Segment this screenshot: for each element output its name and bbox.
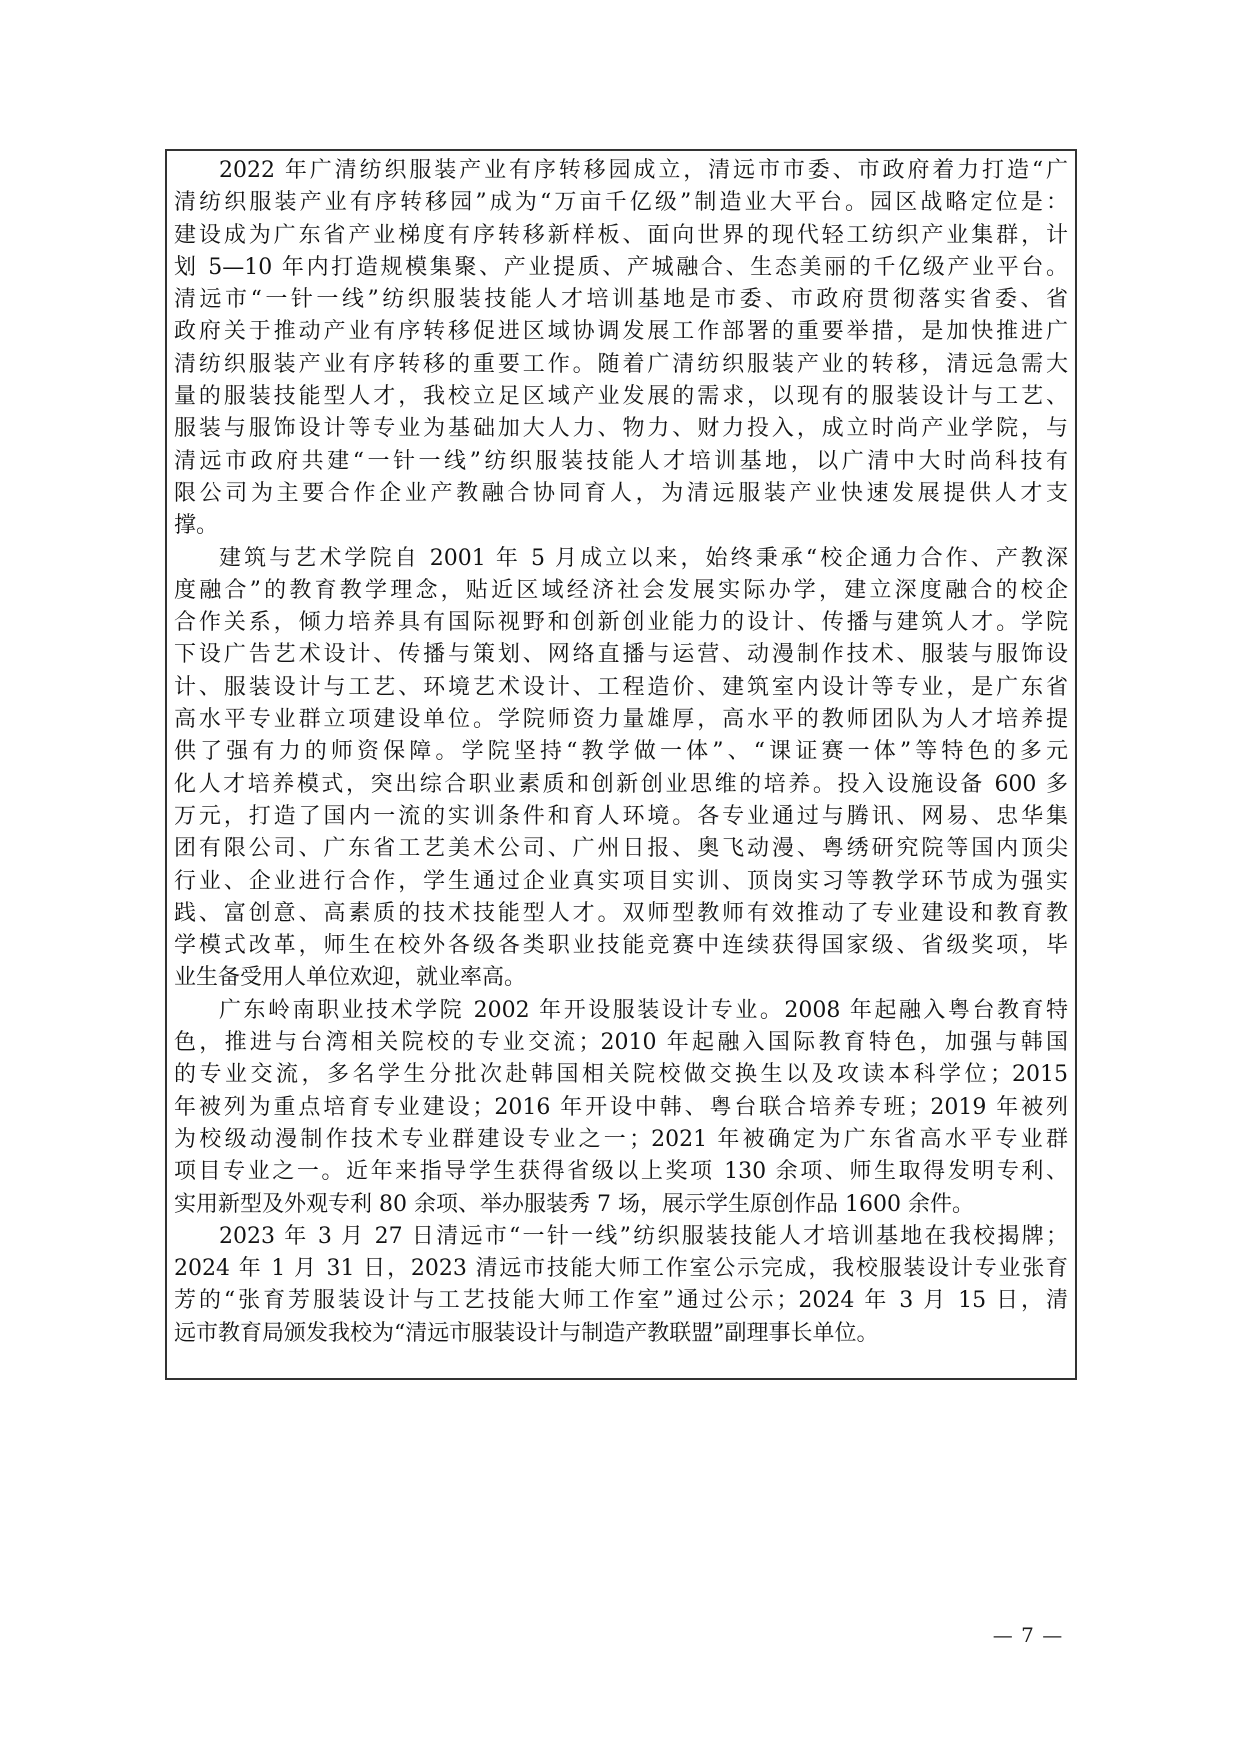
- text-line: 远市教育局颁发我校为“清远市服装设计与制造产教联盟”副理事长单位。: [174, 1320, 879, 1346]
- text-line: 计、服装设计与工艺、环境艺术设计、工程造价、建筑室内设计等专业，是广东省: [174, 674, 1068, 700]
- text-line: 清纺织服装产业有序转移的重要工作。随着广清纺织服装产业的转移，清远急需大: [174, 351, 1068, 377]
- text-line: 划 5—10 年内打造规模集聚、产业提质、产城融合、生态美丽的千亿级产业平台。: [174, 254, 1068, 280]
- text-line: 践、富创意、高素质的技术技能型人才。双师型教师有效推动了专业建设和教育教: [174, 900, 1068, 926]
- text-line: 的专业交流，多名学生分批次赴韩国相关院校做交换生以及攻读本科学位；2015: [174, 1062, 1068, 1088]
- text-line: 年被列为重点培育专业建设；2016 年开设中韩、粤台联合培养专班；2019 年被列: [174, 1094, 1068, 1120]
- text-line: 色，推进与台湾相关院校的专业交流；2010 年起融入国际教育特色，加强与韩国: [174, 1030, 1068, 1056]
- paragraph: [174, 543, 1068, 995]
- text-line: 合作关系，倾力培养具有国际视野和创新创业能力的设计、传播与建筑人才。学院: [174, 610, 1068, 636]
- paragraph: [174, 1221, 1068, 1350]
- text-line: 广东岭南职业技术学院 2002 年开设服装设计专业。2008 年起融入粤台教育特: [219, 997, 1068, 1023]
- text-line: 行业、企业进行合作，学生通过企业真实项目实训、顶岗实习等教学环节成为强实: [174, 868, 1068, 894]
- text-line: 撑。: [174, 513, 219, 539]
- text-line: 建设成为广东省产业梯度有序转移新样板、面向世界的现代轻工纺织产业集群，计: [174, 222, 1068, 248]
- text-line: 项目专业之一。近年来指导学生获得省级以上奖项 130 余项、师生取得发明专利、: [174, 1159, 1068, 1185]
- text-line: 2022 年广清纺织服装产业有序转移园成立，清远市市委、市政府着力打造“广: [219, 158, 1068, 183]
- text-line: 化人才培养模式，突出综合职业素质和创新创业思维的培养。投入设施设备 600 多: [174, 771, 1068, 797]
- text-line: 芳的“张育芳服装设计与工艺技能大师工作室”通过公示；2024 年 3 月 15 日，清: [174, 1288, 1068, 1314]
- text-line: 量的服装技能型人才，我校立足区域产业发展的需求，以现有的服装设计与工艺、: [174, 384, 1068, 410]
- text-line: 供了强有力的师资保障。学院坚持“教学做一体”、“课证赛一体”等特色的多元: [174, 739, 1068, 765]
- text-line: 度融合”的教育教学理念，贴近区域经济社会发展实际办学，建立深度融合的校企: [174, 577, 1068, 603]
- text-line: 业生备受用人单位欢迎，就业率高。: [174, 965, 527, 991]
- paragraph: [174, 995, 1068, 1221]
- text-line: 服装与服饰设计等专业为基础加大人力、物力、财力投入，成立时尚产业学院，与: [174, 416, 1068, 442]
- text-line: 限公司为主要合作企业产教融合协同育人，为清远服装产业快速发展提供人才支: [174, 480, 1068, 506]
- text-line: 清纺织服装产业有序转移园”成为“万亩千亿级”制造业大平台。园区战略定位是：: [174, 190, 1068, 216]
- text-line: 团有限公司、广东省工艺美术公司、广州日报、奥飞动漫、粤绣研究院等国内顶尖: [174, 836, 1068, 862]
- text-line: 高水平专业群立项建设单位。学院师资力量雄厚，高水平的教师团队为人才培养提: [174, 707, 1068, 733]
- text-line: 实用新型及外观专利 80 余项、举办服装秀 7 场，展示学生原创作品 1600 余件。: [174, 1191, 974, 1217]
- text-line: 2024 年 1 月 31 日，2023 清远市技能大师工作室公示完成，我校服装设计专业张育: [174, 1256, 1068, 1282]
- text-line: 学模式改革，师生在校外各级各类职业技能竞赛中连续获得国家级、省级奖项，毕: [174, 933, 1068, 959]
- text-line: 政府关于推动产业有序转移促进区域协调发展工作部署的重要举措，是加快推进广: [174, 319, 1068, 345]
- paragraph: [174, 155, 1068, 543]
- text-line: 2023 年 3 月 27 日清远市“一针一线”纺织服装技能人才培训基地在我校揭牌；: [219, 1223, 1068, 1249]
- text-line: 清远市政府共建“一针一线”纺织服装技能人才培训基地，以广清中大时尚科技有: [174, 448, 1068, 474]
- page-number: — 7 —: [992, 1623, 1064, 1647]
- text-line: 下设广告艺术设计、传播与策划、网络直播与运营、动漫制作技术、服装与服饰设: [174, 642, 1068, 668]
- text-line: 建筑与艺术学院自 2001 年 5 月成立以来，始终秉承“校企通力合作、产教深: [219, 545, 1068, 571]
- text-line: 清远市“一针一线”纺织服装技能人才培训基地是市委、市政府贯彻落实省委、省: [174, 287, 1068, 313]
- text-line: 万元，打造了国内一流的实训条件和育人环境。各专业通过与腾讯、网易、忠华集: [174, 803, 1068, 829]
- text-box: [165, 149, 1077, 1380]
- text-line: 为校级动漫制作技术专业群建设专业之一；2021 年被确定为广东省高水平专业群: [174, 1126, 1068, 1152]
